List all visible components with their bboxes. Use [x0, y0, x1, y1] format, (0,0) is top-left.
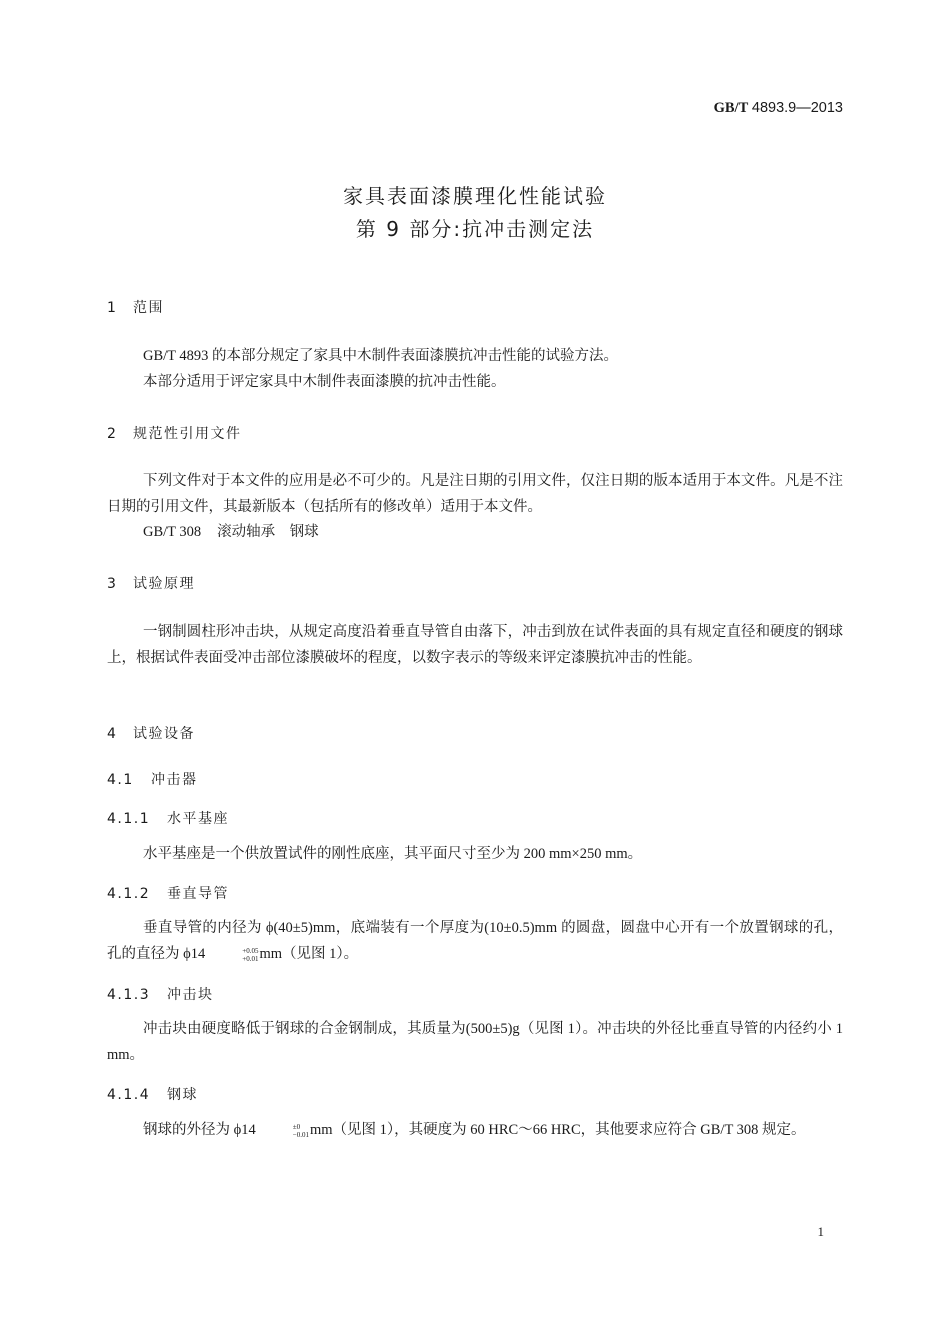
section-3-para-1: 一钢制圆柱形冲击块，从规定高度沿着垂直导管自由落下，冲击到放在试件表面的具有规定直径和硬度的钢球上，根据试件表面受冲击部位漆膜破坏的程度，以数字表示的等级来评定漆膜抗冲击的性能。: [107, 624, 843, 666]
section-title: 冲击器: [151, 772, 198, 788]
section-title: 水平基座: [167, 811, 229, 827]
tolerance-upper: +0.05: [242, 946, 259, 955]
standard-number: 4893.9—2013: [751, 100, 843, 116]
reference-title: 滚动轴承 钢球: [217, 524, 319, 540]
section-4-1-4-para: [107, 1117, 843, 1143]
section-4-1-1-heading: [107, 808, 843, 828]
section-number: 2: [107, 426, 118, 442]
section-4-1-4-heading: [107, 1084, 843, 1104]
section-number: 4.1: [107, 772, 134, 788]
section-4-1-2-para: [107, 915, 843, 967]
para-text-b: mm（见图 1）。: [259, 946, 359, 962]
page-number: 1: [817, 1224, 824, 1239]
section-number: 4.1.3: [107, 987, 151, 1003]
section-1-para-1: GB/T 4893 的本部分规定了家具中木制件表面漆膜抗冲击性能的试验方法。: [143, 348, 619, 364]
section-title: 冲击块: [167, 987, 214, 1003]
tolerance: [257, 1123, 309, 1139]
section-number: 4.1.2: [107, 886, 151, 902]
section-1-para-2: 本部分适用于评定家具中木制件表面漆膜的抗冲击性能。: [143, 374, 506, 390]
section-2-heading: [107, 423, 843, 443]
para-text-b: mm（见图 1），其硬度为 60 HRC～66 HRC，其他要求应符合 GB/T 308 规定。: [309, 1122, 806, 1138]
section-number: 3: [107, 576, 118, 592]
document-title-line1: 家具表面漆膜理化性能试验: [343, 184, 607, 208]
section-1-heading: [107, 297, 843, 317]
section-number: 4.1.1: [107, 811, 151, 827]
standard-prefix: GB/T: [713, 100, 749, 116]
section-4-1-1-para: 水平基座是一个供放置试件的刚性底座，其平面尺寸至少为 200 mm×250 mm。: [143, 846, 643, 862]
section-title: 规范性引用文件: [133, 426, 242, 442]
tolerance-lower: +0.01: [242, 954, 259, 963]
section-4-1-3-para: 冲击块由硬度略低于钢球的合金钢制成，其质量为(500±5)g（见图 1）。冲击块的外径比垂直导管的内径约小 1 mm。: [107, 1021, 843, 1063]
tolerance-lower: −0.01: [292, 1130, 309, 1139]
section-number: 1: [107, 300, 118, 316]
para-text-a: 垂直导管的内径为 ϕ(40±5)mm，底端装有一个厚度为(10±0.5)mm 的圆盘，圆盘中心开有一个放置钢球的孔，孔的直径为 ϕ14: [107, 920, 843, 962]
section-number: 4: [107, 726, 118, 742]
document-title-line2: 第 9 部分:抗冲击测定法: [355, 217, 595, 241]
para-text-a: 钢球的外径为 ϕ14: [143, 1122, 256, 1138]
section-4-heading: [107, 723, 843, 743]
section-4-1-3-heading: [107, 984, 843, 1004]
section-title: 范围: [133, 300, 164, 316]
standard-code: [714, 100, 843, 117]
reference-code: GB/T 308: [143, 524, 202, 540]
normative-reference: [107, 519, 843, 545]
section-2-para-1: 下列文件对于本文件的应用是必不可少的。凡是注日期的引用文件，仅注日期的版本适用于本文件。凡是不注日期的引用文件，其最新版本（包括所有的修改单）适用于本文件。: [107, 473, 843, 515]
section-title: 垂直导管: [167, 886, 229, 902]
section-title: 试验设备: [133, 726, 195, 742]
section-title: 钢球: [167, 1087, 198, 1103]
section-4-1-2-heading: [107, 883, 843, 903]
section-4-1-heading: [107, 769, 843, 789]
section-title: 试验原理: [133, 576, 195, 592]
section-number: 4.1.4: [107, 1087, 151, 1103]
section-3-heading: [107, 573, 843, 593]
tolerance-upper: ±0: [292, 1122, 301, 1131]
tolerance: [206, 947, 258, 963]
